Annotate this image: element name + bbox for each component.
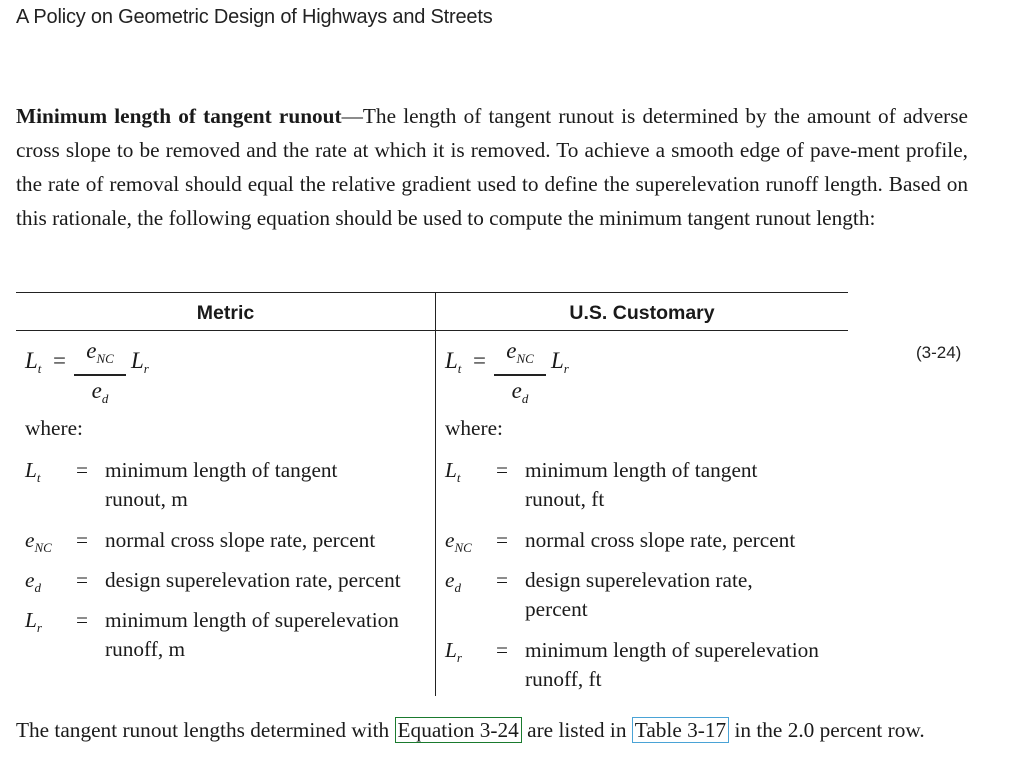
us-where-label: where:: [445, 416, 503, 440]
us-def-lr-text: minimum length of superelevation runoff, ft: [525, 638, 819, 691]
section-heading: Minimum length of tangent runout: [16, 104, 342, 128]
column-header-metric: Metric: [196, 302, 255, 324]
metric-def-enc: $e_{NC}$ = normal cross slope rate, percent: [25, 526, 430, 556]
metric-def-ed: $e_d$ = design superelevation rate, percent: [25, 566, 430, 596]
footer-text-before: The tangent runout lengths determined with: [16, 718, 395, 742]
us-formula: $L_t$ = $e_{NC}$ $e_d$ $L_r$: [445, 338, 569, 406]
table-column-divider: [435, 292, 436, 696]
us-def-ed-text: design superelevation rate, percent: [525, 568, 753, 621]
intro-body: —The length of tangent runout is determined by the amount of adverse cross slope to be removed and the rate at which it is removed. To achieve a smooth edge of pave-ment profile, the rate of removal should equal the relative gradient used to define the superelevation runoff length. Based on this rationale, the following equation should be used to compute the minimum tangent runout length:: [16, 104, 968, 230]
metric-def-lt: $L_t$ = minimum length of tangent runout, m: [25, 456, 430, 516]
table-top-rule: [16, 292, 848, 293]
equation-number: (3-24): [916, 343, 962, 362]
metric-where-label: where:: [25, 416, 83, 440]
us-def-lt: $L_t$ = minimum length of tangent runout, ft: [445, 456, 845, 516]
column-header-us-customary: U.S. Customary: [569, 302, 715, 324]
table-3-17-link[interactable]: Table 3-17: [632, 717, 729, 743]
us-def-ed: $e_d$ = design superelevation rate, percent: [445, 566, 845, 626]
metric-formula: $L_t$ = $e_{NC}$ $e_d$ $L_r$: [25, 338, 149, 406]
intro-paragraph: [16, 99, 968, 235]
footer-text-after: in the 2.0 percent row.: [729, 718, 925, 742]
metric-def-lr: $L_r$ = minimum length of superelevation runoff, m: [25, 606, 430, 666]
metric-def-lr-text: minimum length of superelevation runoff, m: [105, 608, 399, 661]
document-title: A Policy on Geometric Design of Highways and Streets: [16, 6, 493, 28]
table-header-rule: [16, 330, 848, 331]
metric-def-enc-text: normal cross slope rate, percent: [105, 528, 376, 552]
us-def-lr: $L_r$ = minimum length of superelevation runoff, ft: [445, 636, 845, 696]
metric-def-ed-text: design superelevation rate, percent: [105, 568, 401, 592]
footer-text-middle: are listed in: [521, 718, 632, 742]
equation-3-24-link[interactable]: Equation 3-24: [395, 717, 522, 743]
us-def-lt-text: minimum length of tangent runout, ft: [525, 458, 758, 511]
metric-def-lt-text: minimum length of tangent runout, m: [105, 458, 338, 511]
us-def-enc-text: normal cross slope rate, percent: [525, 528, 796, 552]
footer-sentence: [16, 718, 925, 743]
us-def-enc: $e_{NC}$ = normal cross slope rate, percent: [445, 526, 845, 556]
